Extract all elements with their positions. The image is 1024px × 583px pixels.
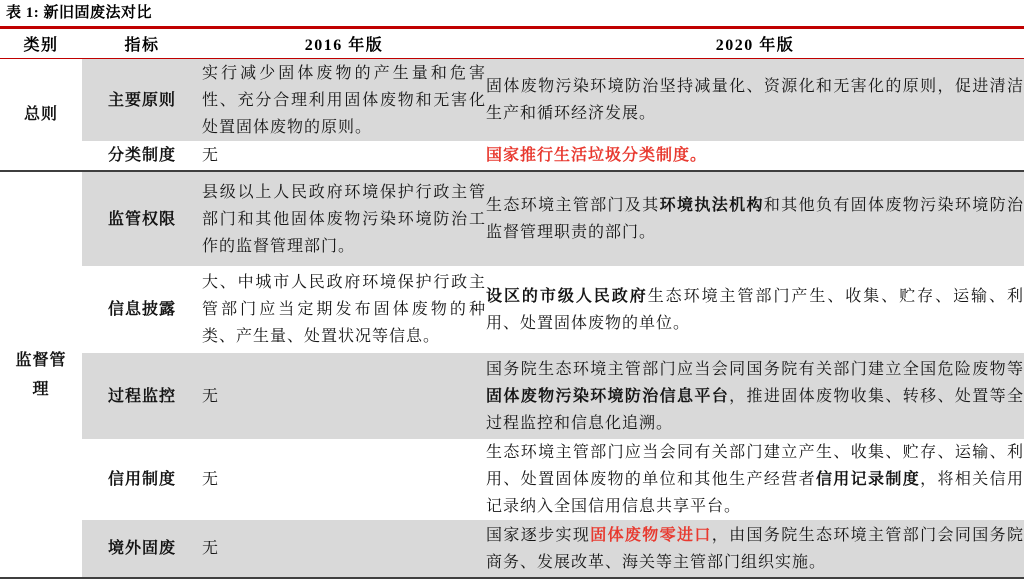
value-2016-cell: 无: [202, 471, 220, 488]
category-label: 总则: [23, 106, 58, 123]
value-2016-cell: 无: [202, 520, 486, 578]
category-cell-general: [0, 59, 82, 172]
table-row: [0, 59, 1024, 142]
category-cell-supervision: [0, 171, 82, 578]
indicator-cell: 信息披露: [107, 301, 176, 318]
table-row: [0, 520, 1024, 578]
indicator-cell: 境外固废: [82, 520, 202, 578]
header-2020: 2020 年版: [486, 28, 1024, 59]
table-title: 表 1: 新旧固废法对比: [6, 5, 152, 21]
value-2016-cell: 实行减少固体废物的产生量和危害性、充分合理利用固体废物和无害化处置固体废物的原则。: [202, 59, 486, 142]
value-2020-cell: 国务院生态环境主管部门应当会同国务院有关部门建立全国危险废物等固体废物污染环境防治信息平台，推进固体废物收集、转移、处置等全过程监控和信息化追溯。: [486, 353, 1024, 439]
value-2020-cell: 固体废物污染环境防治坚持减量化、资源化和无害化的原则，促进清洁生产和循环经济发展。: [486, 59, 1024, 142]
table-row: [0, 353, 1024, 439]
header-indicator: 指标: [82, 28, 202, 59]
indicator-cell: 监管权限: [82, 171, 202, 266]
header-category: 类别: [0, 28, 82, 59]
indicator-cell: 信用制度: [107, 471, 176, 488]
value-2016-cell: 无: [202, 141, 486, 171]
table-row: [0, 439, 1024, 520]
value-2020-cell: 国家逐步实现固体废物零进口，由国务院生态环境主管部门会同国务院商务、发展改革、海关等主管部门组织实施。: [486, 520, 1024, 578]
table-row: [0, 171, 1024, 266]
header-row: [0, 28, 1024, 59]
indicator-cell: 过程监控: [82, 353, 202, 439]
table-row: [0, 266, 1024, 353]
comparison-table: [0, 26, 1024, 579]
value-2016-cell: 无: [202, 353, 486, 439]
value-2020-cell: 生态环境主管部门应当会同有关部门建立产生、收集、贮存、运输、利用、处置固体废物的单位和其他生产经营者信用记录制度，将相关信用记录纳入全国信用信息共享平台。: [486, 444, 1024, 515]
value-2020-cell: 设区的市级人民政府生态环境主管部门产生、收集、贮存、运输、利用、处置固体废物的单位。: [486, 287, 1024, 332]
value-2016-cell: 大、中城市人民政府环境保护行政主管部门应当定期发布固体废物的种类、产生量、处置状况等信息。: [202, 274, 486, 345]
value-2020-cell: 国家推行生活垃圾分类制度。: [486, 141, 1024, 171]
value-2020-cell: 生态环境主管部门及其环境执法机构和其他负有固体废物污染环境防治监督管理职责的部门。: [486, 171, 1024, 266]
indicator-cell: 分类制度: [82, 141, 202, 171]
value-2016-cell: 县级以上人民政府环境保护行政主管部门和其他固体废物污染环境防治工作的监督管理部门。: [202, 171, 486, 266]
header-2016: 2016 年版: [202, 28, 486, 59]
indicator-cell: 主要原则: [82, 59, 202, 142]
category-label: 监督管理: [15, 351, 67, 398]
table-row: [0, 141, 1024, 171]
